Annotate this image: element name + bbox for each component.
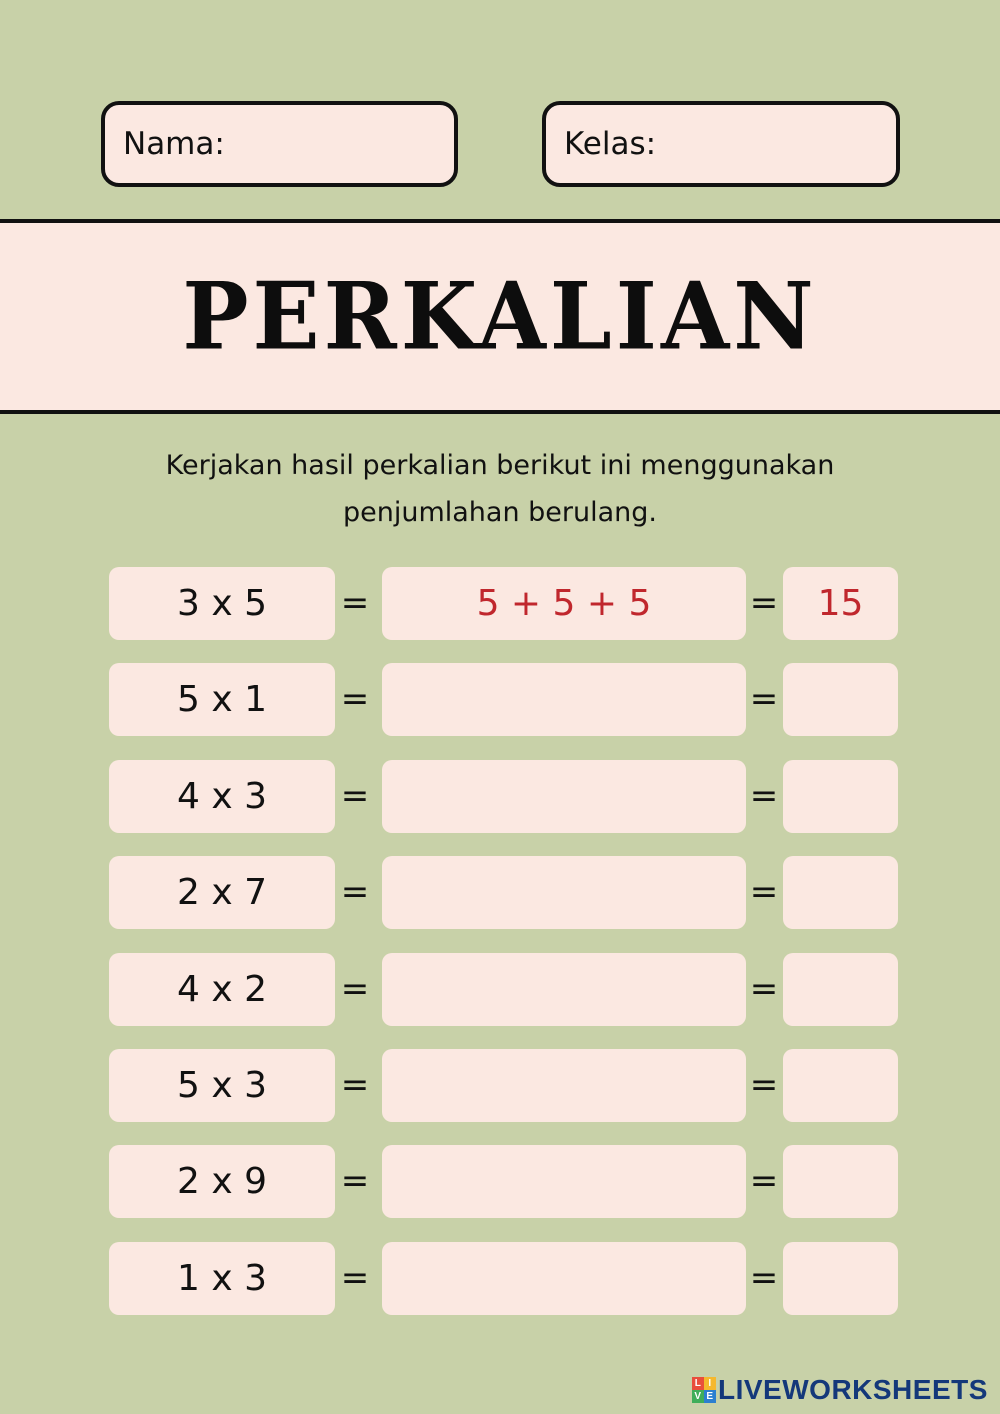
logo-text: LIVEWORKSHEETS: [718, 1374, 988, 1405]
multiplication-expression: 1 x 3: [109, 1242, 335, 1315]
result-answer[interactable]: [783, 1242, 898, 1315]
exercise-row: [0, 1242, 1000, 1315]
nama-label: Nama:: [123, 126, 225, 162]
result-answer[interactable]: [783, 856, 898, 929]
repeated-addition-answer[interactable]: 5 + 5 + 5: [382, 567, 746, 640]
equals-sign: =: [340, 776, 370, 816]
equals-sign: =: [749, 1161, 779, 1201]
logo-mark-tile: E: [704, 1390, 716, 1403]
multiplication-expression: 2 x 9: [109, 1145, 335, 1218]
repeated-addition-answer[interactable]: [382, 1145, 746, 1218]
exercise-row: [0, 663, 1000, 736]
equals-sign: =: [749, 1258, 779, 1298]
equals-sign: =: [749, 1065, 779, 1105]
multiplication-expression: 3 x 5: [109, 567, 335, 640]
equals-sign: =: [749, 776, 779, 816]
equals-sign: =: [749, 969, 779, 1009]
exercise-row: [0, 1145, 1000, 1218]
multiplication-expression: 5 x 1: [109, 663, 335, 736]
equals-sign: =: [749, 872, 779, 912]
instructions: [100, 442, 900, 536]
multiplication-expression: 4 x 3: [109, 760, 335, 833]
equals-sign: =: [340, 1065, 370, 1105]
nama-field[interactable]: [101, 101, 458, 187]
result-answer[interactable]: [783, 1145, 898, 1218]
equals-sign: =: [340, 872, 370, 912]
repeated-addition-answer[interactable]: [382, 1049, 746, 1122]
result-answer[interactable]: [783, 1049, 898, 1122]
liveworksheets-logo: [692, 1374, 988, 1406]
result-answer[interactable]: [783, 953, 898, 1026]
instructions-line-1: Kerjakan hasil perkalian berikut ini menggunakan: [165, 450, 835, 481]
equals-sign: =: [340, 1161, 370, 1201]
instructions-line-2: penjumlahan berulang.: [342, 497, 658, 528]
equals-sign: =: [749, 679, 779, 719]
logo-mark-tile: L: [692, 1377, 704, 1390]
repeated-addition-answer[interactable]: [382, 953, 746, 1026]
repeated-addition-answer[interactable]: [382, 663, 746, 736]
result-answer[interactable]: [783, 760, 898, 833]
kelas-field[interactable]: [542, 101, 900, 187]
exercise-row: [0, 760, 1000, 833]
exercise-row: [0, 1049, 1000, 1122]
repeated-addition-answer[interactable]: [382, 1242, 746, 1315]
equals-sign: =: [340, 969, 370, 1009]
page-title: PERKALIAN: [182, 261, 818, 371]
equals-sign: =: [749, 583, 779, 623]
multiplication-expression: 4 x 2: [109, 953, 335, 1026]
result-answer[interactable]: [783, 663, 898, 736]
exercise-row: [0, 567, 1000, 640]
result-answer[interactable]: 15: [783, 567, 898, 640]
equals-sign: =: [340, 1258, 370, 1298]
exercise-row: [0, 856, 1000, 929]
repeated-addition-answer[interactable]: [382, 856, 746, 929]
equals-sign: =: [340, 583, 370, 623]
liveworksheets-logo-icon: [692, 1377, 716, 1403]
repeated-addition-answer[interactable]: [382, 760, 746, 833]
exercise-row: [0, 953, 1000, 1026]
equals-sign: =: [340, 679, 370, 719]
logo-mark-tile: I: [704, 1377, 716, 1390]
multiplication-expression: 2 x 7: [109, 856, 335, 929]
title-banner: [0, 219, 1000, 414]
kelas-label: Kelas:: [564, 126, 657, 162]
multiplication-expression: 5 x 3: [109, 1049, 335, 1122]
logo-mark-tile: V: [692, 1390, 704, 1403]
